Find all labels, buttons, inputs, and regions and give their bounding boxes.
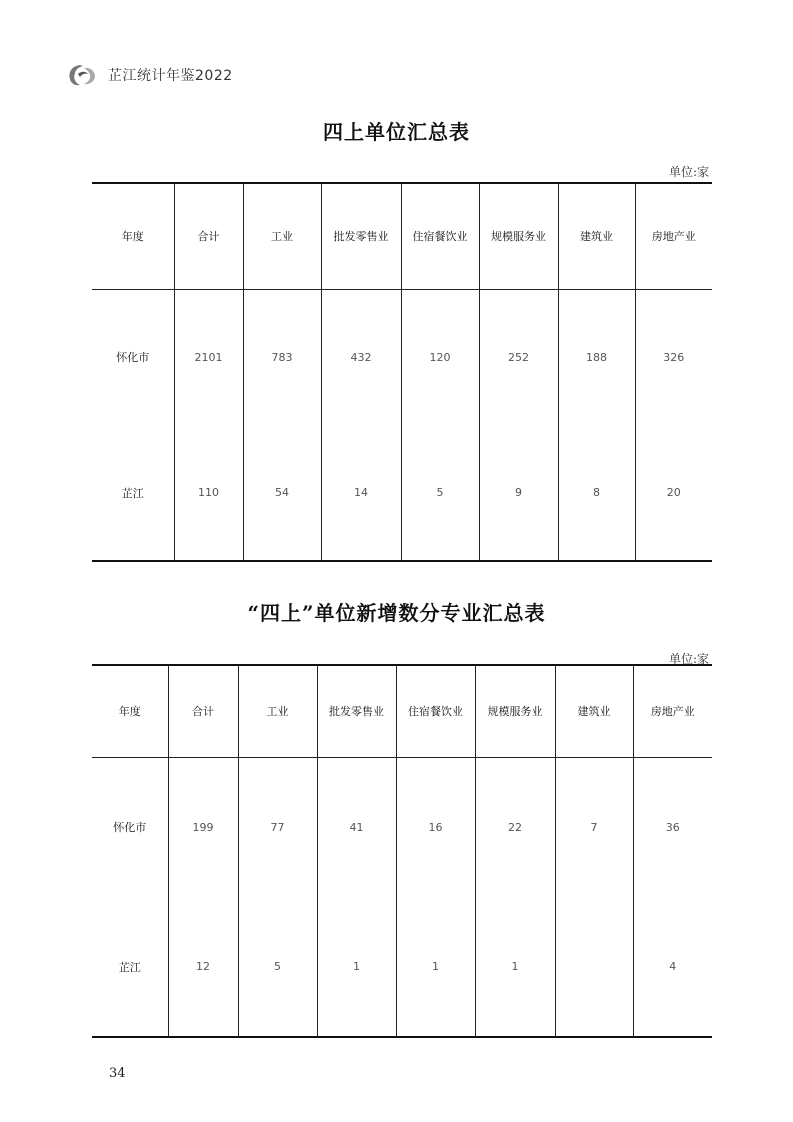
table-cell: 199 <box>168 757 238 897</box>
table-cell: 326 <box>635 289 712 425</box>
column-header: 建筑业 <box>555 665 633 757</box>
page-header <box>66 60 233 90</box>
table-cell <box>555 897 633 1037</box>
table-cell: 36 <box>633 757 712 897</box>
yearbook-title: 芷江统计年鉴2022 <box>108 68 233 84</box>
row-label: 怀化市 <box>113 821 147 835</box>
table2-header-row <box>92 665 712 757</box>
table1-title: 四上单位汇总表 <box>323 120 470 144</box>
table-cell: 12 <box>168 897 238 1037</box>
column-header: 房地产业 <box>635 183 712 289</box>
column-header: 合计 <box>168 665 238 757</box>
table-cell: 8 <box>558 425 635 561</box>
table-cell: 4 <box>633 897 712 1037</box>
table1-header-row <box>92 183 712 289</box>
column-header: 批发零售业 <box>321 183 401 289</box>
table-cell: 1 <box>396 897 475 1037</box>
column-header: 年度 <box>92 183 174 289</box>
table-cell: 41 <box>317 757 396 897</box>
table1-unit: 单位:家 <box>668 165 709 179</box>
table-row <box>92 289 712 425</box>
column-header: 合计 <box>174 183 243 289</box>
page-number: 34 <box>109 1066 126 1081</box>
column-header: 建筑业 <box>558 183 635 289</box>
table-cell: 783 <box>243 289 321 425</box>
table-cell: 252 <box>479 289 558 425</box>
column-header: 批发零售业 <box>317 665 396 757</box>
table-cell: 7 <box>555 757 633 897</box>
column-header: 工业 <box>243 183 321 289</box>
table1 <box>92 182 712 562</box>
column-header: 年度 <box>92 665 168 757</box>
table-cell: 432 <box>321 289 401 425</box>
row-label: 芷江 <box>121 486 144 500</box>
row-label: 怀化市 <box>116 351 150 365</box>
column-header: 规模服务业 <box>479 183 558 289</box>
table-row <box>92 757 712 897</box>
yearbook-logo-icon <box>66 62 100 88</box>
table-cell: 5 <box>401 425 479 561</box>
table-row <box>92 897 712 1037</box>
table-cell: 14 <box>321 425 401 561</box>
table2 <box>92 664 712 1038</box>
table2-unit: 单位:家 <box>668 652 709 666</box>
table-cell: 20 <box>635 425 712 561</box>
column-header: 住宿餐饮业 <box>401 183 479 289</box>
table-cell: 5 <box>238 897 317 1037</box>
table-cell: 16 <box>396 757 475 897</box>
table-cell: 1 <box>475 897 555 1037</box>
table-cell: 54 <box>243 425 321 561</box>
table-cell: 22 <box>475 757 555 897</box>
table-cell: 188 <box>558 289 635 425</box>
table-cell: 9 <box>479 425 558 561</box>
table-row <box>92 425 712 561</box>
table-cell: 1 <box>317 897 396 1037</box>
table-cell: 2101 <box>174 289 243 425</box>
table2-title: “四上”单位新增数分专业汇总表 <box>247 601 546 625</box>
column-header: 房地产业 <box>633 665 712 757</box>
column-header: 规模服务业 <box>475 665 555 757</box>
column-header: 工业 <box>238 665 317 757</box>
table-cell: 120 <box>401 289 479 425</box>
table-cell: 77 <box>238 757 317 897</box>
row-label: 芷江 <box>118 960 141 974</box>
column-header: 住宿餐饮业 <box>396 665 475 757</box>
table-cell: 110 <box>174 425 243 561</box>
